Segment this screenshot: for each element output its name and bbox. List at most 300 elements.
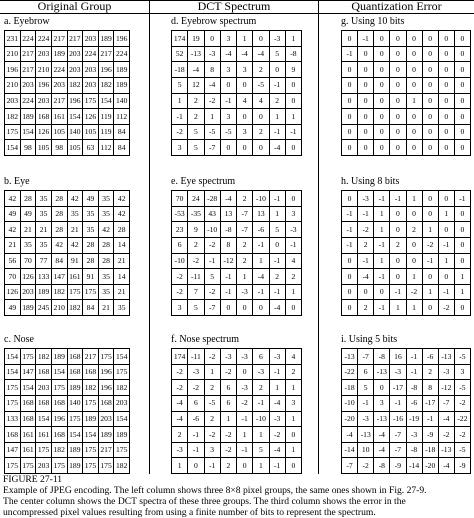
grid-cell: 0 (358, 284, 374, 300)
grid-cell: 0 (422, 46, 438, 62)
grid-cell: 5 (188, 124, 204, 140)
grid-cell: -2 (454, 427, 470, 443)
grid-cell: -2 (220, 364, 236, 380)
grid-cell: -3 (220, 349, 236, 365)
grid-cell: 175 (36, 442, 52, 458)
grid-cell: 168 (36, 364, 52, 380)
grid-cell: -1 (374, 237, 390, 253)
grid-cell: 0 (358, 77, 374, 93)
grid-cell: 161 (20, 442, 36, 458)
grid-cell: 0 (454, 222, 470, 238)
eyebrow-spectrum-grid (171, 30, 302, 156)
grid-row (172, 206, 302, 222)
grid-cell: 1 (285, 284, 301, 300)
grid-cell: 49 (5, 300, 21, 316)
grid-cell: -1 (253, 237, 269, 253)
grid-cell: -3 (358, 411, 374, 427)
grid-cell: 5 (358, 380, 374, 396)
grid-cell: 2 (406, 222, 422, 238)
grid-cell: -8 (285, 46, 301, 62)
eyebrow-spectrum-label: d. Eyebrow spectrum (171, 16, 257, 27)
grid-cell: -1 (422, 411, 438, 427)
grid-row (342, 364, 471, 380)
grid-cell: -16 (390, 411, 406, 427)
grid-cell: 1 (454, 269, 470, 285)
grid-cell: 1 (374, 222, 390, 238)
grid-cell: 147 (5, 442, 21, 458)
grid-cell: 154 (83, 427, 99, 443)
grid-row (342, 140, 471, 156)
grid-row (172, 222, 302, 238)
figure-number: FIGURE 27-11 (3, 474, 63, 485)
nose-grid (4, 348, 130, 474)
grid-cell: 161 (36, 427, 52, 443)
grid-cell: 0 (342, 109, 358, 125)
grid-row (172, 300, 302, 316)
grid-cell: -2 (358, 222, 374, 238)
grid-cell: 224 (114, 46, 130, 62)
grid-cell: 84 (114, 124, 130, 140)
grid-cell: -12 (438, 380, 454, 396)
grid-cell: 1 (237, 31, 253, 47)
grid-cell: -7 (204, 300, 220, 316)
grid-cell: -13 (374, 411, 390, 427)
grid-cell: 224 (20, 31, 36, 47)
grid-cell: 28 (83, 253, 99, 269)
grid-cell: -4 (172, 395, 188, 411)
grid-cell: 16 (390, 349, 406, 365)
grid-cell: -1 (220, 269, 236, 285)
grid-cell: -2 (438, 300, 454, 316)
eye-spectrum-grid (171, 190, 302, 316)
grid-cell: 182 (67, 77, 83, 93)
grid-cell: 2 (237, 237, 253, 253)
grid-cell: 203 (51, 77, 67, 93)
grid-cell: -3 (269, 349, 285, 365)
grid-cell: 210 (36, 62, 52, 78)
grid-row (5, 253, 130, 269)
grid-cell: 0 (237, 458, 253, 474)
grid-cell: 168 (36, 109, 52, 125)
grid-cell: -3 (406, 427, 422, 443)
grid-cell: 2 (253, 124, 269, 140)
grid-cell: 0 (422, 109, 438, 125)
grid-cell: 0 (188, 458, 204, 474)
grid-cell: -3 (269, 31, 285, 47)
grid-cell: 203 (114, 395, 130, 411)
grid-cell: 21 (36, 222, 52, 238)
grid-row (5, 46, 130, 62)
grid-cell: 3 (454, 364, 470, 380)
grid-cell: 5 (269, 222, 285, 238)
grid-cell: 3 (237, 62, 253, 78)
grid-cell: -1 (342, 237, 358, 253)
nose-spectrum-grid (171, 348, 302, 474)
grid-cell: -4 (438, 458, 454, 474)
eye-error-8bit-grid (341, 190, 471, 316)
grid-cell: 203 (36, 93, 52, 109)
grid-cell: 0 (454, 206, 470, 222)
grid-cell: 182 (83, 380, 99, 396)
grid-cell: -1 (374, 300, 390, 316)
grid-cell: 35 (98, 269, 114, 285)
grid-cell: 0 (220, 300, 236, 316)
grid-row (5, 237, 130, 253)
grid-cell: -7 (358, 349, 374, 365)
grid-cell: 112 (98, 140, 114, 156)
grid-cell: -1 (438, 237, 454, 253)
grid-cell: 154 (20, 380, 36, 396)
grid-cell: 105 (51, 124, 67, 140)
grid-cell: -10 (172, 253, 188, 269)
grid-cell: 224 (83, 46, 99, 62)
grid-cell: 3 (172, 300, 188, 316)
grid-cell: 0 (422, 269, 438, 285)
grid-cell: -20 (422, 458, 438, 474)
grid-cell: 19 (188, 31, 204, 47)
grid-cell: 168 (51, 395, 67, 411)
grid-row (342, 442, 471, 458)
grid-row (342, 237, 471, 253)
grid-row (172, 62, 302, 78)
grid-cell: 182 (51, 284, 67, 300)
grid-cell: 174 (172, 349, 188, 365)
grid-row (342, 31, 471, 47)
grid-cell: -13 (358, 427, 374, 443)
grid-row (5, 62, 130, 78)
grid-cell: 0 (422, 93, 438, 109)
eyebrow-error-10bit-grid (341, 30, 471, 156)
grid-cell: 189 (51, 46, 67, 62)
grid-cell: 49 (5, 206, 21, 222)
grid-cell: -2 (204, 349, 220, 365)
grid-cell: 3 (285, 206, 301, 222)
grid-cell: -1 (269, 124, 285, 140)
grid-cell: 5 (188, 300, 204, 316)
grid-cell: 196 (98, 364, 114, 380)
grid-cell: -1 (342, 46, 358, 62)
grid-cell: 0 (390, 46, 406, 62)
grid-cell: -1 (204, 458, 220, 474)
grid-cell: 203 (98, 411, 114, 427)
grid-cell: 1 (253, 458, 269, 474)
grid-row (172, 77, 302, 93)
grid-cell: -9 (454, 458, 470, 474)
grid-cell: -3 (237, 380, 253, 396)
grid-cell: -17 (422, 395, 438, 411)
grid-cell: -10 (253, 191, 269, 207)
grid-cell: 168 (20, 411, 36, 427)
grid-cell: -8 (374, 349, 390, 365)
grid-cell: 154 (5, 364, 21, 380)
grid-cell: 182 (114, 380, 130, 396)
grid-cell: 0 (390, 124, 406, 140)
grid-cell: 2 (237, 191, 253, 207)
grid-cell: -11 (188, 269, 204, 285)
grid-cell: 1 (406, 93, 422, 109)
grid-row (172, 411, 302, 427)
grid-cell: -4 (188, 62, 204, 78)
grid-cell: 0 (454, 77, 470, 93)
grid-cell: -3 (285, 222, 301, 238)
column-header-quantization-error: Quantization Error (351, 0, 442, 13)
grid-cell: -1 (406, 349, 422, 365)
grid-cell: 0 (422, 62, 438, 78)
grid-row (5, 77, 130, 93)
grid-cell: -3 (188, 364, 204, 380)
grid-cell: 119 (98, 109, 114, 125)
grid-row (172, 237, 302, 253)
grid-cell: 126 (36, 124, 52, 140)
grid-cell: -13 (374, 364, 390, 380)
grid-cell: 224 (20, 93, 36, 109)
grid-cell: 0 (342, 124, 358, 140)
grid-cell: 174 (172, 31, 188, 47)
grid-row (342, 46, 471, 62)
grid-cell: 91 (67, 253, 83, 269)
grid-cell: 189 (67, 380, 83, 396)
grid-row (172, 31, 302, 47)
grid-cell: 161 (20, 427, 36, 443)
grid-row (342, 411, 471, 427)
column-divider-right (318, 0, 319, 474)
grid-cell: -5 (204, 395, 220, 411)
grid-cell: 63 (83, 140, 99, 156)
grid-cell: 140 (67, 395, 83, 411)
caption-line-1: Example of JPEG encoding. The left column shows three 8×8 pixel groups, the same ones shown in Fig. 27-9. (3, 485, 427, 496)
grid-cell: 154 (114, 411, 130, 427)
grid-cell: 0 (374, 77, 390, 93)
grid-cell: -3 (237, 349, 253, 365)
grid-cell: 0 (374, 62, 390, 78)
grid-row (5, 284, 130, 300)
grid-cell: -6 (406, 395, 422, 411)
grid-cell: -1 (358, 206, 374, 222)
grid-cell: 154 (51, 364, 67, 380)
column-header-dct-spectrum: DCT Spectrum (197, 0, 271, 13)
grid-cell: 133 (5, 411, 21, 427)
grid-cell: 0 (358, 46, 374, 62)
grid-cell: -1 (269, 284, 285, 300)
grid-cell: -8 (406, 380, 422, 396)
grid-cell: -1 (188, 427, 204, 443)
grid-cell: -1 (220, 93, 236, 109)
grid-cell: 0 (285, 191, 301, 207)
grid-cell: -28 (204, 191, 220, 207)
grid-cell: 42 (5, 222, 21, 238)
grid-cell: 2 (220, 458, 236, 474)
grid-cell: 0 (342, 62, 358, 78)
grid-cell: 175 (83, 395, 99, 411)
grid-cell: 35 (36, 237, 52, 253)
grid-cell: 84 (83, 300, 99, 316)
grid-cell: -6 (253, 222, 269, 238)
grid-cell: -1 (269, 458, 285, 474)
grid-cell: 0 (406, 237, 422, 253)
grid-cell: -20 (342, 411, 358, 427)
grid-cell: -1 (285, 237, 301, 253)
grid-cell: -14 (342, 442, 358, 458)
grid-cell: 154 (5, 349, 21, 365)
grid-cell: 0 (358, 140, 374, 156)
grid-cell: 2 (172, 427, 188, 443)
grid-cell: -2 (172, 124, 188, 140)
eye-error-8bit-label: h. Using 8 bits (341, 176, 400, 187)
grid-cell: -2 (269, 427, 285, 443)
grid-cell: 105 (36, 140, 52, 156)
grid-cell: 126 (5, 284, 21, 300)
grid-cell: -6 (422, 349, 438, 365)
grid-cell: 35 (67, 206, 83, 222)
grid-cell: 35 (114, 300, 130, 316)
grid-cell: -2 (172, 380, 188, 396)
grid-cell: -2 (204, 427, 220, 443)
grid-cell: -3 (204, 46, 220, 62)
grid-row (172, 395, 302, 411)
grid-cell: 168 (83, 364, 99, 380)
grid-cell: 35 (36, 191, 52, 207)
grid-cell: 217 (98, 442, 114, 458)
grid-cell: 0 (253, 31, 269, 47)
grid-cell: 1 (285, 442, 301, 458)
grid-cell: 6 (220, 395, 236, 411)
grid-cell: 0 (204, 31, 220, 47)
grid-cell: 105 (67, 140, 83, 156)
grid-row (172, 46, 302, 62)
grid-cell: 175 (20, 458, 36, 474)
grid-cell: -1 (172, 109, 188, 125)
grid-cell: -18 (342, 380, 358, 396)
grid-cell: -4 (253, 269, 269, 285)
grid-row (5, 109, 130, 125)
grid-cell: 196 (98, 380, 114, 396)
grid-cell: -1 (269, 253, 285, 269)
grid-row (172, 93, 302, 109)
grid-cell: 217 (51, 31, 67, 47)
grid-cell: 0 (422, 300, 438, 316)
grid-cell: 70 (20, 253, 36, 269)
grid-cell: 0 (390, 222, 406, 238)
grid-cell: 175 (83, 442, 99, 458)
grid-cell: 175 (51, 380, 67, 396)
grid-cell: 175 (20, 349, 36, 365)
grid-cell: -3 (172, 442, 188, 458)
grid-cell: 189 (67, 458, 83, 474)
grid-row (342, 395, 471, 411)
grid-cell: 0 (237, 140, 253, 156)
grid-row (172, 364, 302, 380)
grid-row (172, 269, 302, 285)
grid-cell: 0 (390, 77, 406, 93)
grid-cell: 91 (83, 269, 99, 285)
grid-cell: 28 (20, 191, 36, 207)
grid-cell: 1 (237, 427, 253, 443)
grid-cell: -1 (220, 284, 236, 300)
grid-cell: 35 (83, 222, 99, 238)
grid-cell: 13 (220, 206, 236, 222)
grid-cell: 217 (20, 62, 36, 78)
grid-cell: 0 (342, 93, 358, 109)
grid-cell: 6 (188, 395, 204, 411)
grid-cell: 3 (172, 140, 188, 156)
grid-cell: 4 (253, 93, 269, 109)
grid-cell: 35 (98, 191, 114, 207)
grid-cell: 1 (374, 206, 390, 222)
grid-cell: -1 (406, 364, 422, 380)
grid-cell: 0 (454, 31, 470, 47)
grid-cell: 196 (98, 62, 114, 78)
grid-row (342, 300, 471, 316)
grid-cell: 196 (36, 77, 52, 93)
grid-cell: 182 (67, 300, 83, 316)
grid-cell: 168 (67, 349, 83, 365)
grid-cell: 2 (358, 300, 374, 316)
grid-cell: 0 (422, 140, 438, 156)
grid-cell: -5 (454, 349, 470, 365)
grid-cell: 0 (438, 269, 454, 285)
grid-cell: -1 (269, 191, 285, 207)
grid-cell: -22 (454, 411, 470, 427)
grid-cell: 3 (285, 395, 301, 411)
grid-cell: -4 (237, 46, 253, 62)
grid-cell: 0 (422, 206, 438, 222)
grid-row (342, 191, 471, 207)
grid-cell: 154 (5, 140, 21, 156)
grid-cell: 119 (98, 124, 114, 140)
grid-cell: 196 (5, 62, 21, 78)
grid-cell: 182 (36, 349, 52, 365)
grid-cell: -10 (342, 395, 358, 411)
grid-cell: -4 (220, 46, 236, 62)
grid-cell: -7 (342, 458, 358, 474)
grid-cell: 1 (285, 109, 301, 125)
grid-cell: -2 (204, 237, 220, 253)
grid-cell: 1 (422, 222, 438, 238)
grid-row (342, 62, 471, 78)
grid-cell: 35 (36, 206, 52, 222)
grid-cell: -9 (422, 427, 438, 443)
nose-label: c. Nose (4, 334, 34, 345)
grid-cell: 3 (220, 109, 236, 125)
grid-cell: 231 (5, 31, 21, 47)
grid-cell: 0 (285, 77, 301, 93)
grid-cell: 210 (5, 46, 21, 62)
grid-cell: 217 (83, 349, 99, 365)
grid-cell: 105 (83, 124, 99, 140)
grid-cell: -19 (406, 411, 422, 427)
eyebrow-label: a. Eyebrow (4, 16, 50, 27)
grid-cell: 0 (438, 191, 454, 207)
grid-cell: 98 (51, 140, 67, 156)
grid-cell: 203 (36, 380, 52, 396)
grid-cell: 1 (253, 253, 269, 269)
grid-cell: 0 (342, 284, 358, 300)
grid-cell: 154 (98, 93, 114, 109)
grid-cell: 42 (51, 237, 67, 253)
grid-cell: -2 (188, 380, 204, 396)
grid-cell: -1 (390, 284, 406, 300)
grid-cell: 0 (422, 191, 438, 207)
grid-cell: 0 (454, 62, 470, 78)
grid-cell: 13 (253, 206, 269, 222)
grid-cell: -4 (342, 427, 358, 443)
grid-row (172, 458, 302, 474)
grid-cell: 2 (269, 93, 285, 109)
grid-cell: 2 (237, 253, 253, 269)
grid-cell: 168 (98, 395, 114, 411)
grid-cell: -10 (204, 222, 220, 238)
grid-row (172, 349, 302, 365)
